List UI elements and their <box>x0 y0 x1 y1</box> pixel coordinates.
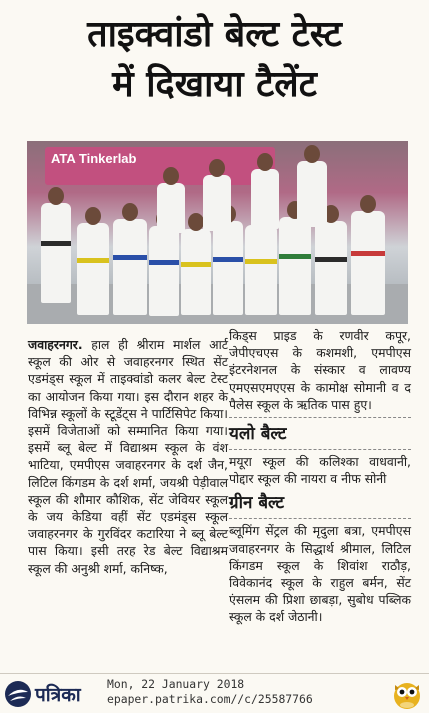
article-text: हाल ही श्रीराम मार्शल आर्ट स्कूल की ओर से जवाहरनगर स्थित सेंट एडमंड्स स्कूल में ताइक्वांडो कलर बेल्ट टेस्ट का आयोजन किया गया। इस दौरान शहर के विभिन्न स्कूलों के स्टूडेंट्स ने पार्टिसिपेट किया। इसमें विजेताओं को सम्मानित किया गया। इसमें ब्लू बेल्ट में विद्याश्रम स्कूल के वंश भाटिया, एमपीएस जवाहरनगर के दर्श जैन, लिटिल किंगडम के दर्श शर्मा, जयश्री पेड़ीवाल स्कूल की शौमार कौशिक, सेंट जेवियर स्कूल के जय केडिया वहीं सेंट एडमंड्स स्कूल जवाहरनगर के गुरविंदर कटारिया ने ब्लू बेल्ट पास किया। इसी तरह रेड बेल्ट विद्याश्रम स्कूल की अनुश्री शर्मा, कनिष्क, <box>28 337 228 576</box>
student-figure <box>157 183 185 233</box>
article-text: ब्लूमिंग सेंट्रल की मृदुला बत्रा, एमपीएस जवाहरनगर के सिद्धार्थ श्रीमाल, लिटिल किंगडम स्कूल के शिवांश राठौड़, विवेकानंद स्कूल के राहुल बर्मन, सेंट एंसलम की प्रिशा छाबड़ा, सुबोध पब्लिक स्कूल के दर्श जेठानी। <box>229 523 411 625</box>
student-figure <box>41 203 71 303</box>
student-figure <box>181 229 211 315</box>
globe-icon <box>4 680 32 708</box>
article-text: किड्स प्राइड के रणवीर कपूर, जेपीएचएस के कशमशी, एमपीएस इंटरनेशनल के संस्कार व लावण्य एमएसएमएएस के कामोक्ष सोमानी व द पैलेस स्कूल के ऋतिक पास हुए। <box>229 328 411 412</box>
student-figure <box>149 226 179 316</box>
dateline: जवाहरनगर. <box>28 337 83 352</box>
divider <box>229 518 411 519</box>
article-text: मयूरा स्कूल की कलिश्का वाधवानी, पोद्दार स्कूल की नायरा व नीफ सोनी <box>229 454 411 487</box>
student-figure <box>245 225 277 315</box>
footer <box>0 673 429 713</box>
article-paragraph <box>28 336 228 577</box>
subheading-green-belt: ग्रीन बैल्ट <box>229 493 285 514</box>
student-figure <box>297 161 327 227</box>
divider <box>229 449 411 450</box>
student-figure <box>213 221 243 315</box>
article-column-left <box>28 336 228 577</box>
headline-line-2: में दिखाया टैलेंट <box>112 64 317 105</box>
photo-banner <box>45 147 275 185</box>
brand-name: पत्रिका <box>35 684 81 706</box>
edition-date: Mon, 22 January 2018 <box>107 677 245 691</box>
student-figure <box>351 211 385 315</box>
student-figure <box>203 175 231 231</box>
article-column-right <box>229 327 411 626</box>
student-figure <box>315 221 347 315</box>
subheading-yellow-belt: यलो बैल्ट <box>229 424 287 445</box>
article-photo <box>27 141 408 324</box>
headline <box>10 10 419 110</box>
divider <box>229 417 411 418</box>
owl-icon <box>391 676 423 710</box>
edition-info <box>107 677 313 707</box>
student-figure <box>279 217 311 315</box>
student-figure <box>77 223 109 315</box>
student-figure <box>251 169 279 229</box>
edition-url[interactable]: epaper.patrika.com//c/25587766 <box>107 692 313 706</box>
photo-banner-text: ATA Tinkerlab <box>51 151 137 166</box>
student-figure <box>113 219 147 315</box>
headline-line-1: ताइक्वांडो बेल्ट टेस्ट <box>87 14 342 55</box>
